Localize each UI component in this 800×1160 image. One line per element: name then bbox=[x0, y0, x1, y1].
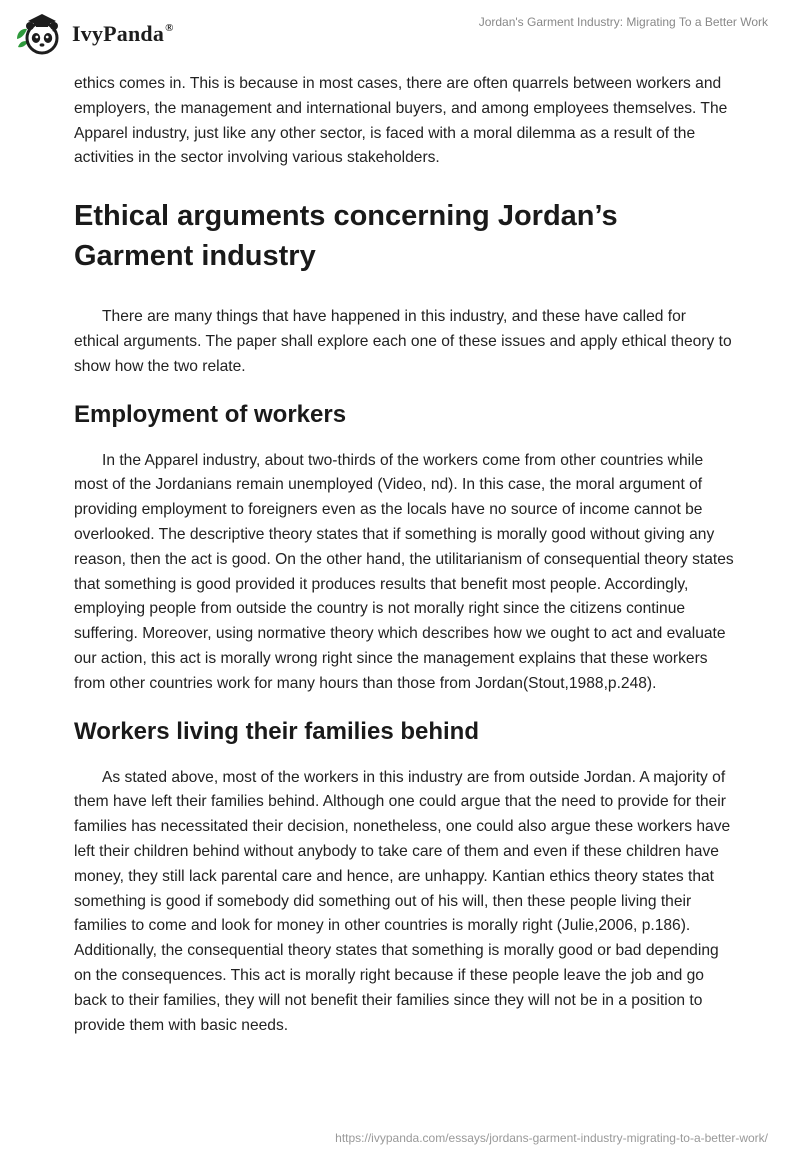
document-title: Jordan's Garment Industry: Migrating To a Better Work bbox=[478, 15, 768, 29]
paragraph-workers-families: As stated above, most of the workers in this industry are from outside Jordan. A majority of them have left their families behind. Although one could argue that the need to provide for their families has necessitated their decision, nonetheless, one could also argue these workers have left their children behind without anybody to take care of them and even if these children have money, they still lack parental care and hence, are unhappy. Kantian ethics theory states that something is good if somebody did something out of his will, then these people living their families to come and look for money in other countries is morally right (Julie,2006, p.186). Additionally, the consequential theory states that something is morally good or bad depending on the consequences. This act is morally right because if these people leave the job and go back to their families, they will not benefit their families since they will not be in a position to provide them with basic needs. bbox=[74, 768, 731, 1034]
heading-workers-families: Workers living their families behind bbox=[74, 717, 479, 745]
heading-employment-of-workers: Employment of workers bbox=[74, 400, 347, 428]
source-url[interactable]: https://ivypanda.com/essays/jordans-garment-industry-migrating-to-a-better-work/ bbox=[335, 1131, 768, 1145]
page-header bbox=[0, 0, 800, 70]
registered-mark: ® bbox=[165, 22, 174, 34]
paragraph-ethical-arguments: There are many things that have happened in this industry, and these have called for ethical arguments. The paper shall explore each one of these issues and apply ethical theory to show how the two relate. bbox=[74, 308, 732, 375]
panda-logo-icon bbox=[14, 9, 64, 57]
paragraph-employment-of-workers: In the Apparel industry, about two-thirds of the workers come from other countries while most of the Jordanians remain unemployed (Video, nd). In this case, the moral argument of providing employment to foreigners even as the locals have no source of income cannot be overlooked. The descriptive theory states that if something is morally good without giving any reason, then the act is good. On the other hand, the utilitarianism of consequential theory states that something is good provided it produces results that benefit most people. Accordingly, employing people from outside the country is not morally right since the citizens continue suffering. Moreover, using normative theory which describes how we ought to act and evaluate our action, this act is morally wrong right since the management explains that these workers from other countries work for many hours than those from Jordan(Stout,1988,p.248). bbox=[74, 451, 734, 692]
logo-text: IvyPanda bbox=[72, 21, 165, 46]
intro-paragraph: ethics comes in. This is because in most cases, there are often quarrels between workers and employers, the management and international buyers, and among employees themselves. The Apparel industry, just like any other sector, is faced with a moral dilemma as a result of the activities in the sector involving various stakeholders. bbox=[74, 75, 728, 167]
essay-content bbox=[74, 72, 734, 1038]
ivypanda-logo[interactable] bbox=[14, 9, 174, 57]
heading-ethical-arguments: Ethical arguments concerning Jordan’s Garment industry bbox=[74, 200, 618, 273]
logo-wordmark bbox=[72, 21, 174, 47]
